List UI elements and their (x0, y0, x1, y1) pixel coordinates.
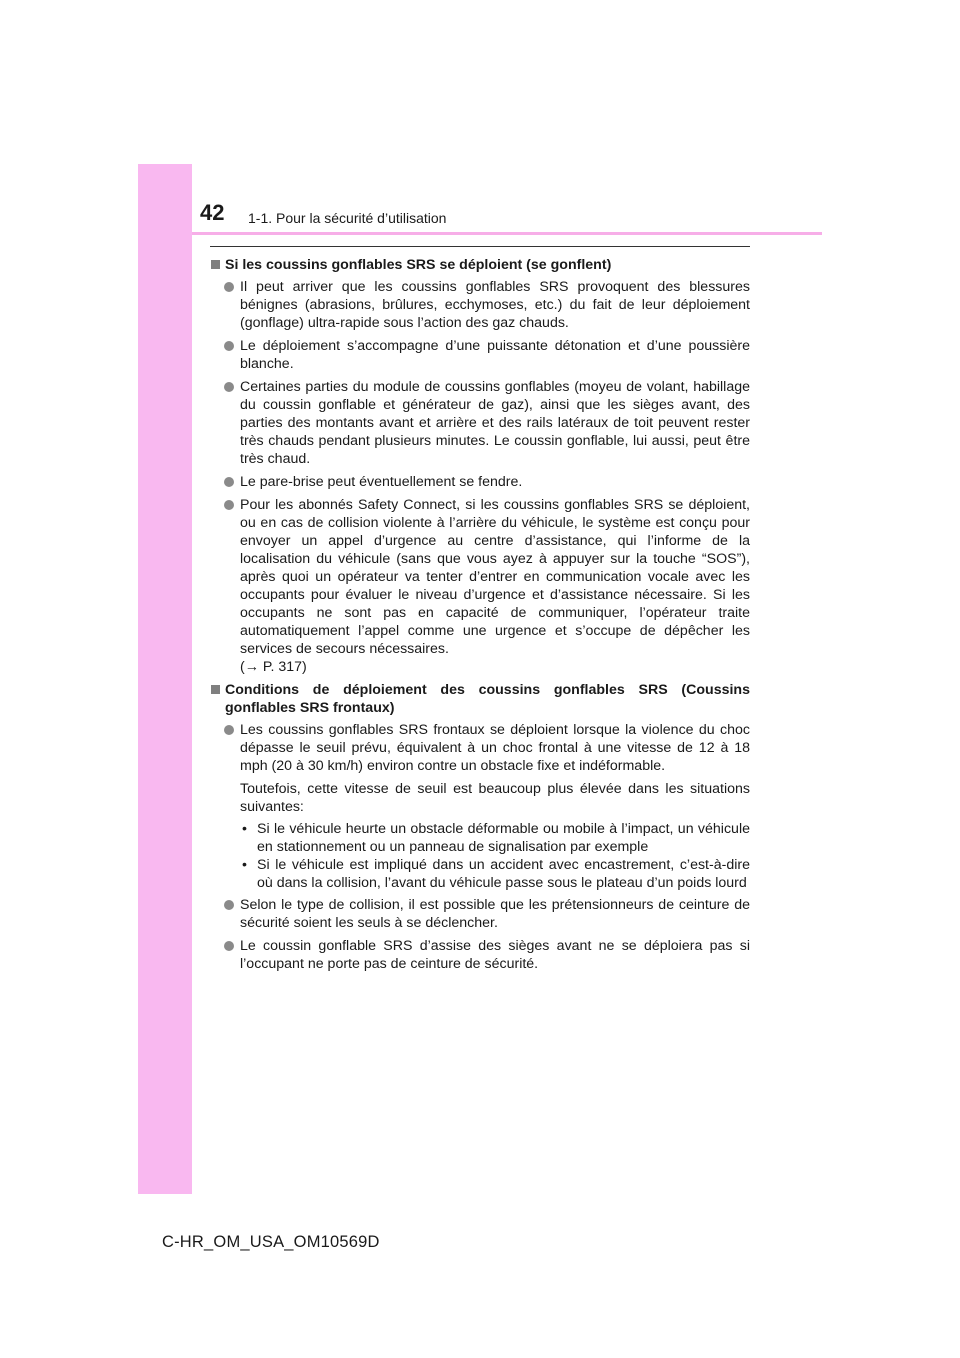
round-bullet-icon (224, 900, 234, 910)
list-item-text: Pour les abonnés Safety Connect, si les coussins gonflables SRS se déploient, ou en cas de collision violente à l’arrière du véhicule, le système est conçu pour envoyer un appel d’urgence au centre d’assistance, qui l’informe de la localisation du véhicule (sans que vous ayez à appuyer sur la touche “SOS”), après quoi un opérateur va tenter d’entrer en communication vocale avec les occupants pour évaluer le niveau d’urgence et d’assistance nécessaire. Si les occupants ne sont pas en capacité de communiquer, l’opérateur traite automatiquement l’appel comme une urgence et s’occupe de dépêcher les services de secours nécessaires. (240, 497, 750, 657)
paragraph: Toutefois, cette vitesse de seuil est beaucoup plus élevée dans les situations suivantes: (240, 781, 750, 815)
dot-marker: • (242, 857, 247, 873)
list-item: Le coussin gonflable SRS d’assise des sièges avant ne se déploiera pas si l’occupant ne porte pas de ceinture de sécurité. (210, 937, 750, 973)
list-item: Certaines parties du module de coussins gonflables (moyeu de volant, habillage du coussin gonflable et générateur de gaz), ainsi que les sièges avant, des parties des montants avant et arrière et des rails latéraux de toit peuvent rester très chauds pendant plusieurs minutes. Le coussin gonflable, lui aussi, peut être très chaud. (210, 378, 750, 468)
page-reference-link[interactable]: (→ P. 317) (240, 659, 307, 675)
section-heading: Si les coussins gonflables SRS se déploient (se gonflent) (210, 256, 750, 274)
round-bullet-icon (224, 941, 234, 951)
round-bullet-icon (224, 341, 234, 351)
content-divider (210, 246, 750, 247)
round-bullet-icon (224, 500, 234, 510)
list-item: Le pare-brise peut éventuellement se fendre. (210, 473, 750, 491)
section-heading: Conditions de déploiement des coussins gonflables SRS (Coussins gonflables SRS frontaux) (210, 681, 750, 717)
sub-list-item: • Si le véhicule heurte un obstacle déformable ou mobile à l’impact, un véhicule en stationnement ou un panneau de signalisation par exemple (242, 821, 750, 855)
round-bullet-icon (224, 282, 234, 292)
round-bullet-icon (224, 477, 234, 487)
list-item: Les coussins gonflables SRS frontaux se déploient lorsque la violence du choc dépasse le seuil prévu, équivalent à un choc frontal à une vitesse de 12 à 18 mph (20 à 30 km/h) environ contre un obstacle fixe et indéformable. (210, 721, 750, 775)
list-item: Selon le type de collision, il est possible que les prétensionneurs de ceinture de sécurité soient les seuls à se déclencher. (210, 896, 750, 932)
round-bullet-icon (224, 725, 234, 735)
header-rule (192, 232, 822, 235)
round-bullet-icon (224, 382, 234, 392)
list-item: Le déploiement s’accompagne d’une puissante détonation et d’une poussière blanche. (210, 337, 750, 373)
square-bullet-icon (211, 685, 220, 694)
list-item (210, 496, 750, 676)
section-title: 1-1. Pour la sécurité d’utilisation (248, 210, 447, 226)
dot-marker: • (242, 821, 247, 837)
sub-list-item: • Si le véhicule est impliqué dans un accident avec encastrement, c’est-à-dire où dans la collision, l’avant du véhicule passe sous le plateau d’un poids lourd (242, 857, 750, 891)
chapter-tab-bar (138, 164, 192, 1194)
document-code: C-HR_OM_USA_OM10569D (162, 1233, 380, 1251)
square-bullet-icon (211, 260, 220, 269)
page-number: 42 (200, 200, 225, 225)
page-content (210, 256, 750, 978)
list-item: Il peut arriver que les coussins gonflables SRS provoquent des blessures bénignes (abrasions, brûlures, ecchymoses, etc.) du fait de leur déploiement (gonflage) ultra-rapide sous l’action des gaz chauds. (210, 278, 750, 332)
